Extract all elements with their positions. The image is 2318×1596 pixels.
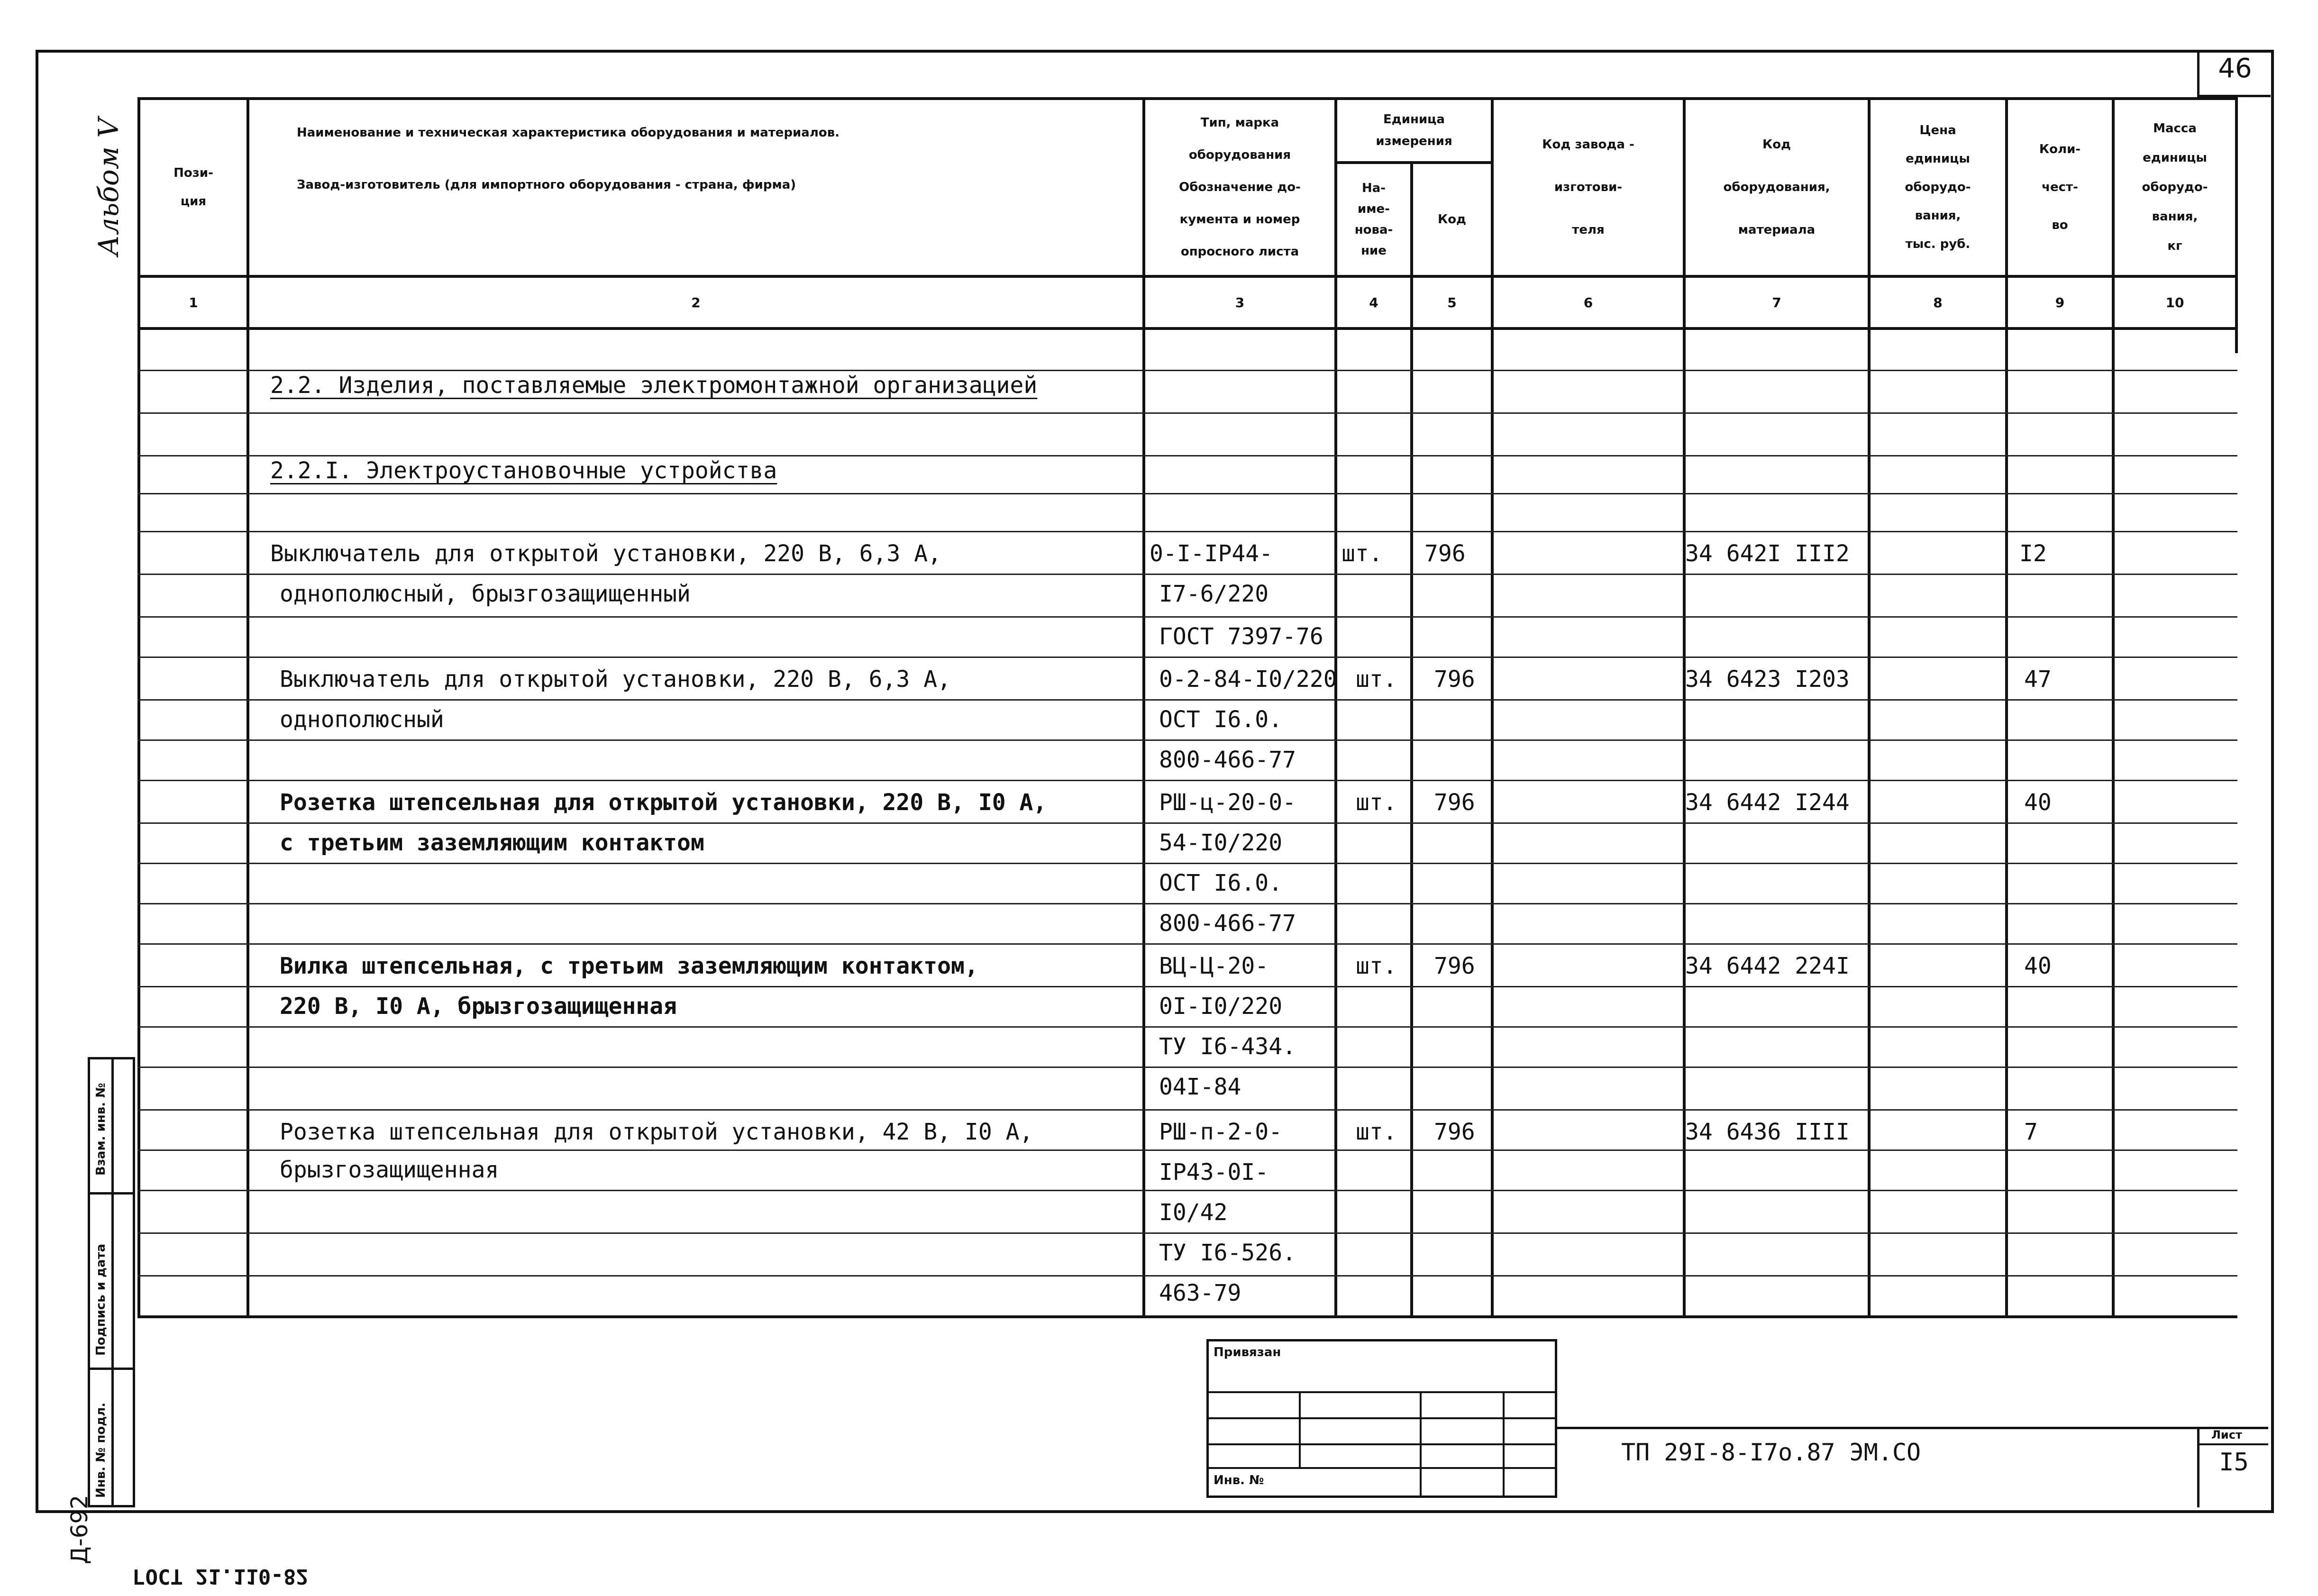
item-type-line: 800-466-77 — [1159, 747, 1296, 773]
header-unit-code: Код — [1437, 212, 1467, 227]
item-name-line: Выключатель для открытой установки, 220 В, 6,3 А, — [280, 666, 951, 693]
item-unit-code: 796 — [1424, 540, 1466, 567]
side-stamp-inv: Инв. № подл. — [94, 1402, 108, 1498]
col-number-4: 4 — [1369, 294, 1378, 310]
item-type-line: РШ-п-2-0- — [1159, 1119, 1283, 1145]
item-equipment-code: 34 6442 224I — [1685, 953, 1850, 979]
item-unit: шт. — [1342, 540, 1383, 567]
item-quantity: 40 — [2024, 789, 2052, 816]
sheet-label: Лист — [2211, 1428, 2242, 1441]
item-type-line: ГОСТ 7397-76 — [1159, 623, 1323, 650]
item-equipment-code: 34 6436 IIII — [1685, 1119, 1850, 1145]
col-number-2: 2 — [691, 294, 701, 310]
side-stamp-vzam: Взам. инв. № — [94, 1083, 108, 1176]
item-name-line: 220 В, I0 А, брызгозащищенная — [280, 993, 677, 1020]
sheet-number-top: 46 — [2218, 53, 2252, 84]
bottom-stamp: ГОСТ 21.110-82 — [133, 1564, 309, 1588]
item-unit: шт. — [1356, 789, 1397, 816]
item-type-line: ТУ I6-526. — [1159, 1240, 1296, 1266]
header-mass: Масса единицы оборудо- вания, кг — [2142, 121, 2208, 253]
item-name-line: однополюсный, брызгозащищенный — [280, 581, 691, 607]
item-unit-code: 796 — [1434, 1119, 1475, 1145]
item-type-line: 0I-I0/220 — [1159, 993, 1283, 1020]
header-position: Пози- ция — [173, 166, 213, 209]
col-number-10: 10 — [2165, 294, 2184, 310]
item-unit-code: 796 — [1434, 953, 1475, 979]
col-number-7: 7 — [1772, 294, 1781, 310]
title-block-privyazan: Привязан — [1214, 1345, 1281, 1359]
sheet-number: I5 — [2219, 1448, 2249, 1477]
item-unit: шт. — [1356, 953, 1397, 979]
item-quantity: 47 — [2024, 666, 2052, 693]
item-quantity: I2 — [2019, 540, 2047, 567]
item-name-line: Розетка штепсельная для открытой установки, 220 В, I0 А, — [280, 789, 1047, 816]
item-name-line: Розетка штепсельная для открытой установки, 42 В, I0 А, — [280, 1119, 1033, 1145]
item-unit: шт. — [1356, 1119, 1397, 1145]
item-quantity: 7 — [2024, 1119, 2038, 1145]
item-unit: шт. — [1356, 666, 1397, 693]
item-unit-code: 796 — [1434, 789, 1475, 816]
item-type-line: 04I-84 — [1159, 1074, 1241, 1100]
header-quantity: Коли- чест- во — [2039, 142, 2081, 232]
item-type-line: 0-2-84-I0/220 — [1159, 666, 1337, 693]
item-name-line: брызгозащищенная — [280, 1157, 499, 1183]
item-type-line: 54-I0/220 — [1159, 830, 1283, 856]
col-number-1: 1 — [189, 294, 198, 310]
col-number-5: 5 — [1447, 294, 1457, 310]
section-2-2-1: 2.2.I. Электроустановочные устройства — [270, 457, 777, 484]
item-quantity: 40 — [2024, 953, 2052, 979]
header-type: Тип, марка оборудования Обозначение до- кумента и номер опросного листа — [1179, 116, 1301, 259]
title-block-inv-no: Инв. № — [1214, 1473, 1264, 1487]
header-equipment-code: Код оборудования, материала — [1723, 137, 1830, 237]
item-equipment-code: 34 642I III2 — [1685, 540, 1850, 567]
item-type-line: 800-466-77 — [1159, 910, 1296, 937]
item-type-line: ВЦ-Ц-20- — [1159, 953, 1269, 979]
item-type-line: IP43-0I- — [1159, 1159, 1269, 1186]
col-number-6: 6 — [1583, 294, 1593, 310]
item-equipment-code: 34 6442 I244 — [1685, 789, 1850, 816]
header-price: Цена единицы оборудо- вания, тыс. руб. — [1905, 123, 1971, 251]
col-number-8: 8 — [1933, 294, 1943, 310]
item-type-line: 0-I-IP44- — [1150, 540, 1273, 567]
album-label: Альбом V — [92, 118, 125, 256]
item-type-line: РШ-ц-20-0- — [1159, 789, 1296, 816]
col-number-3: 3 — [1235, 294, 1245, 310]
section-heading — [270, 450, 777, 491]
item-name-line: однополюсный — [280, 706, 444, 733]
item-name-line: Выключатель для открытой установки, 220 В, 6,3 А, — [270, 540, 942, 567]
section-heading — [270, 365, 1037, 406]
document-code: ТП 29I-8-I7о.87 ЭМ.СО — [1621, 1439, 1921, 1466]
section-2-2: 2.2. Изделия, поставляемые электромонтажной организацией — [270, 372, 1038, 399]
item-name-line: Вилка штепсельная, с третьим заземляющим контактом, — [280, 953, 978, 979]
item-name-line: с третьим заземляющим контактом — [280, 830, 704, 856]
item-type-line: 463-79 — [1159, 1280, 1241, 1306]
item-type-line: I0/42 — [1159, 1199, 1228, 1226]
item-type-line: ТУ I6-434. — [1159, 1033, 1296, 1060]
header-factory-code: Код завода - изготови- теля — [1542, 137, 1634, 237]
item-equipment-code: 34 6423 I203 — [1685, 666, 1850, 693]
item-type-line: ОСТ I6.0. — [1159, 706, 1283, 733]
side-stamp-podpis: Подпись и дата — [94, 1243, 108, 1356]
item-type-line: ОСТ I6.0. — [1159, 870, 1283, 896]
col-number-9: 9 — [2055, 294, 2065, 310]
item-unit-code: 796 — [1434, 666, 1475, 693]
header-unit-name: На- име- нова- ние — [1354, 181, 1393, 258]
margin-code: Д-692 — [66, 1495, 93, 1564]
header-unit-group: Единица измерения — [1376, 112, 1452, 148]
item-type-line: I7-6/220 — [1159, 581, 1269, 607]
header-name: Наименование и техническая характеристика оборудования и материалов. Завод-изготовитель (для импортного оборудования - страна, фирма) — [297, 126, 840, 192]
